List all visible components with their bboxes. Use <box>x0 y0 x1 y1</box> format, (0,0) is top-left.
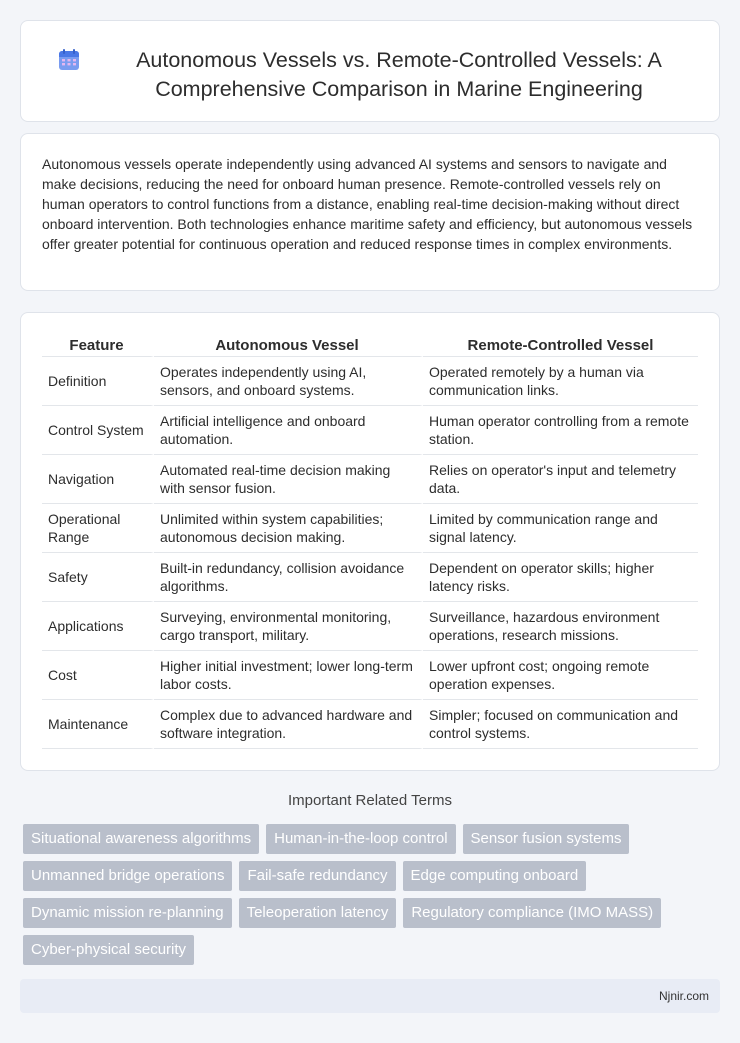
related-term-tag[interactable]: Situational awareness algorithms <box>23 824 259 854</box>
comparison-card <box>20 312 720 771</box>
autonomous-cell: Complex due to advanced hardware and software integration. <box>154 700 423 749</box>
remote-cell: Operated remotely by a human via communication links. <box>423 357 698 406</box>
related-term-tag[interactable]: Unmanned bridge operations <box>23 861 232 891</box>
footer <box>20 979 720 1013</box>
feature-cell: Cost <box>42 651 154 700</box>
related-term-tag[interactable]: Teleoperation latency <box>239 898 397 928</box>
remote-cell: Surveillance, hazardous environment operations, research missions. <box>423 602 698 651</box>
intro-paragraph: Autonomous vessels operate independently using advanced AI systems and sensors to navigate and make decisions, reducing the need for onboard human presence. Remote-controlled vessels rely on human operators to control functions from a distance, enabling real-time decision-making without direct onboard intervention. Both technologies enhance maritime safety and efficiency, but autonomous vessels offer greater potential for continuous operation and reduced response times in complex environments. <box>42 156 693 252</box>
table-row <box>42 455 698 504</box>
table-row <box>42 553 698 602</box>
related-term-tag[interactable]: Edge computing onboard <box>403 861 587 891</box>
autonomous-cell: Automated real-time decision making with sensor fusion. <box>154 455 423 504</box>
related-term-tag[interactable]: Dynamic mission re-planning <box>23 898 232 928</box>
autonomous-cell: Higher initial investment; lower long-term labor costs. <box>154 651 423 700</box>
header-remote: Remote-Controlled Vessel <box>423 335 698 357</box>
feature-cell: Safety <box>42 553 154 602</box>
feature-cell: Definition <box>42 357 154 406</box>
table-row <box>42 651 698 700</box>
remote-cell: Lower upfront cost; ongoing remote operation expenses. <box>423 651 698 700</box>
table-header-row <box>42 335 698 357</box>
footer-site-link[interactable]: Njnir.com <box>658 989 709 1003</box>
related-terms-list <box>23 824 713 972</box>
feature-cell: Operational Range <box>42 504 154 553</box>
table-row <box>42 357 698 406</box>
autonomous-cell: Surveying, environmental monitoring, cargo transport, military. <box>154 602 423 651</box>
page-title: Autonomous Vessels vs. Remote-Controlled Vessels: A Comprehensive Comparison in Marine Engineering <box>136 48 662 101</box>
title-wrap <box>57 46 697 104</box>
comparison-table <box>42 335 698 749</box>
feature-cell: Applications <box>42 602 154 651</box>
remote-cell: Human operator controlling from a remote station. <box>423 406 698 455</box>
table-row <box>42 602 698 651</box>
related-term-tag[interactable]: Regulatory compliance (IMO MASS) <box>403 898 661 928</box>
related-term-tag[interactable]: Fail-safe redundancy <box>239 861 395 891</box>
header-autonomous: Autonomous Vessel <box>154 335 423 357</box>
feature-cell: Navigation <box>42 455 154 504</box>
related-term-tag[interactable]: Sensor fusion systems <box>463 824 630 854</box>
table-row <box>42 504 698 553</box>
remote-cell: Dependent on operator skills; higher latency risks. <box>423 553 698 602</box>
title-card <box>20 20 720 122</box>
related-term-tag[interactable]: Human-in-the-loop control <box>266 824 455 854</box>
autonomous-cell: Built-in redundancy, collision avoidance algorithms. <box>154 553 423 602</box>
intro-card <box>20 133 720 291</box>
feature-cell: Maintenance <box>42 700 154 749</box>
remote-cell: Limited by communication range and signal latency. <box>423 504 698 553</box>
related-term-tag[interactable]: Cyber-physical security <box>23 935 194 965</box>
autonomous-cell: Unlimited within system capabilities; autonomous decision making. <box>154 504 423 553</box>
table-row <box>42 700 698 749</box>
autonomous-cell: Operates independently using AI, sensors, and onboard systems. <box>154 357 423 406</box>
feature-cell: Control System <box>42 406 154 455</box>
table-row <box>42 406 698 455</box>
calendar-icon <box>57 48 81 72</box>
autonomous-cell: Artificial intelligence and onboard automation. <box>154 406 423 455</box>
related-terms-title: Important Related Terms <box>288 792 452 809</box>
header-feature: Feature <box>42 335 154 357</box>
remote-cell: Simpler; focused on communication and control systems. <box>423 700 698 749</box>
remote-cell: Relies on operator's input and telemetry data. <box>423 455 698 504</box>
